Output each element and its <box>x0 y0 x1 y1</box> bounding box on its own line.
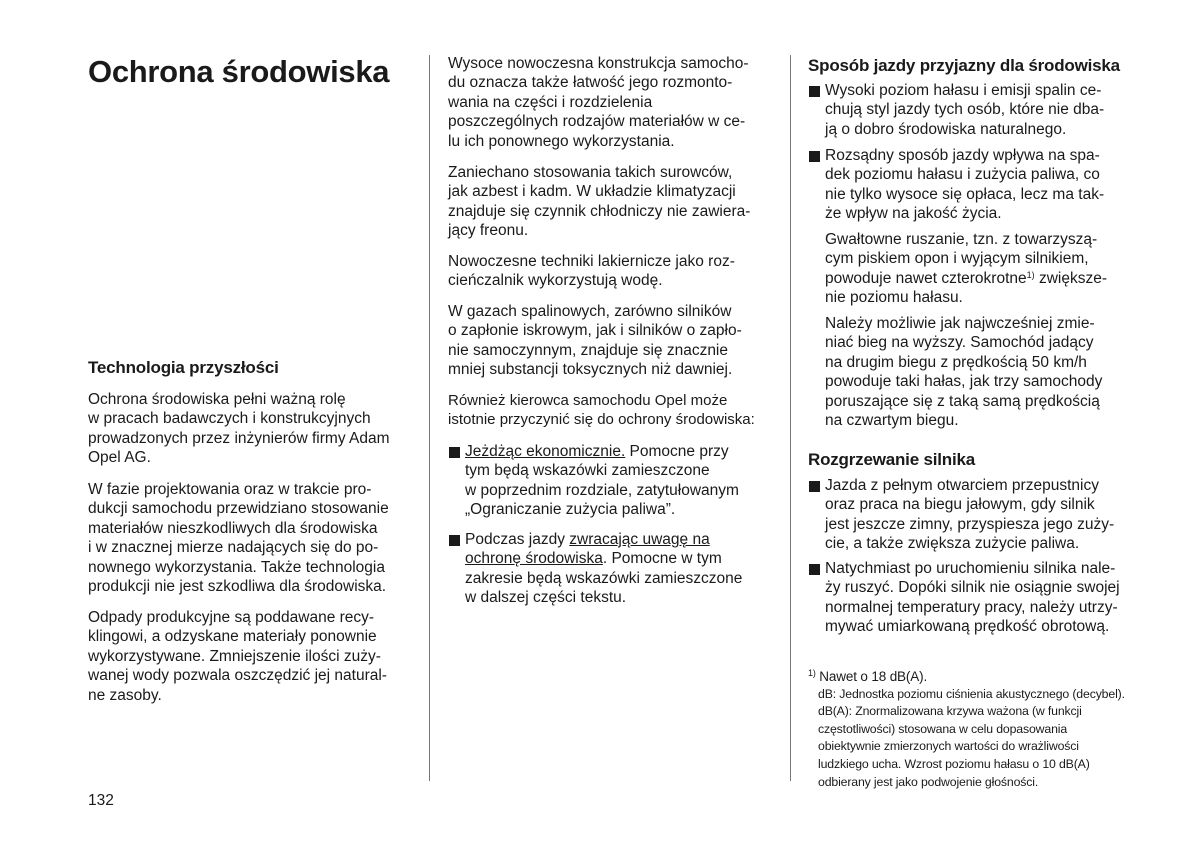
col1-paragraph-2: W fazie projektowania oraz w trakcie pro- dukcji samochodu przewidziano stosowanie materiałów nieszkodliwych dla środowiska i w znacznej mierze nadających się do po- nownego wykorzystania. Także technologia produkcji nie jest szkodliwa dla środowiska. <box>88 481 389 596</box>
col3-gwaltowne-paragraph: Gwałtowne ruszanie, tzn. z towarzyszą- cym piskiem opon i wyjącym silnikiem, powoduje nawet czterokrotne$^{1)}$ zwiększe- nie poziomu hałasu. <box>825 231 1107 307</box>
bullet-ekonomicznie: Jeżdżąc ekonomicznie. Pomocne przy tym będą wskazówki zamieszczone w poprzednim rozdziale, zatytułowanym „Ograniczanie zużycia paliwa”. <box>449 442 739 520</box>
bullet-natychmiast: Natychmiast po uruchomieniu silnika nale- ży ruszyć. Dopóki silnik nie osiągnie swojej normalnej temperatury pracy, należy utrzy- mywać umiarkowaną prędkość obrotową. <box>809 559 1120 637</box>
col3-bieg-paragraph: Należy możliwie jak najwcześniej zmie- niać bieg na wyższy. Samochód jadący na drugim biegu z prędkością 50 km/h powoduje taki hałas, jak trzy samochody poruszające się z taką samą prędkością na czwartym biegu. <box>825 315 1103 430</box>
col2-paragraph-3: Nowoczesne techniki lakiernicze jako roz- cieńczalnik wykorzystują wodę. <box>448 253 735 290</box>
bullet-square-icon <box>809 564 820 575</box>
col2-paragraph-5: Również kierowca samochodu Opel może istotnie przyczynić się do ochrony środowiska: <box>448 392 755 429</box>
footnote-reference: 1) <box>1026 269 1035 280</box>
column-divider-1 <box>429 55 430 781</box>
bullet-halas: Wysoki poziom hałasu i emisji spalin ce- chują styl jazdy tych osób, które nie dba- ją o dobro środowiska naturalnego. <box>809 81 1104 139</box>
heading-sposob-jazdy: Sposób jazdy przyjazny dla środowiska <box>808 56 1120 75</box>
bullet-square-icon <box>809 151 820 162</box>
bullet-rozsadny: Rozsądny sposób jazdy wpływa na spa- dek poziomu hałasu i zużycia paliwa, co nie tylko wysoce się opłaca, lecz ma tak- że wpływ na jakość życia. <box>809 146 1104 224</box>
footnote-mark: 1) <box>808 668 816 678</box>
bullet-square-icon <box>449 447 460 458</box>
bullet-square-icon <box>449 535 460 546</box>
bullet-przepustnica: Jazda z pełnym otwarciem przepustnicy oraz praca na biegu jałowym, gdy silnik jest jeszcze zimny, przyspiesza jego zuży- cie, a także zwiększa zużycie paliwa. <box>809 476 1114 554</box>
heading-rozgrzewanie: Rozgrzewanie silnika <box>808 450 975 469</box>
footnote: $^{1)}$ Nawet o 18 dB(A). dB: Jednostka poziomu ciśnienia akustycznego (decybel). dB(A): Znormalizowana krzywa ważona (w funkcji częstotliwości) stosowana w celu dopasowania obiektywnie zmierzonych wartości do wrażliwości ludzkiego ucha. Wzrost poziomu hałasu o 10 dB(A) odbierany jest jako podwojenie głośności. <box>808 668 1125 789</box>
section-sposob-jazdy <box>808 55 1120 77</box>
col2-paragraph-4: W gazach spalinowych, zarówno silników o zapłonie iskrowym, jak i silników o zapło- nie samoczynnym, znajduje się znacznie mniej substancji toksycznych niż dawniej. <box>448 303 742 379</box>
page-number: 132 <box>88 792 114 809</box>
bullet-square-icon <box>809 481 820 492</box>
page-title: Ochrona środowiska <box>88 54 390 89</box>
section-rozgrzewanie <box>808 449 975 471</box>
column-divider-2 <box>790 55 791 781</box>
col2-paragraph-1: Wysoce nowoczesna konstrukcja samocho- du oznacza także łatwość jego rozmonto- wania na części i rozdzielenia poszczególnych rodzajów materiałów w ce- lu ich ponownego wykorzystania. <box>448 55 749 150</box>
bullet-ochrona: Podczas jazdy zwracając uwagę na ochronę środowiska. Pomocne w tym zakresie będą wskazówki zamieszczone w dalszej części tekstu. <box>449 530 742 608</box>
heading-technologia: Technologia przyszłości <box>88 358 279 377</box>
col2-paragraph-2: Zaniechano stosowania takich surowców, jak azbest i kadm. W układzie klimatyzacji znajduje się czynnik chłodniczy nie zawiera- jący freonu. <box>448 164 751 240</box>
col1-paragraph-3: Odpady produkcyjne są poddawane recy- klingowi, a odzyskane materiały ponownie wykorzystywane. Zmniejszenie ilości zuży- wanej wody pozwala oszczędzić jej natural- ne zasoby. <box>88 609 387 704</box>
section-technologia <box>88 357 410 379</box>
col1-paragraph-1: Ochrona środowiska pełni ważną rolę w pracach badawczych i konstrukcyjnych prowadzonych przez inżynierów firmy Adam Opel AG. <box>88 391 390 467</box>
bullet-square-icon <box>809 86 820 97</box>
